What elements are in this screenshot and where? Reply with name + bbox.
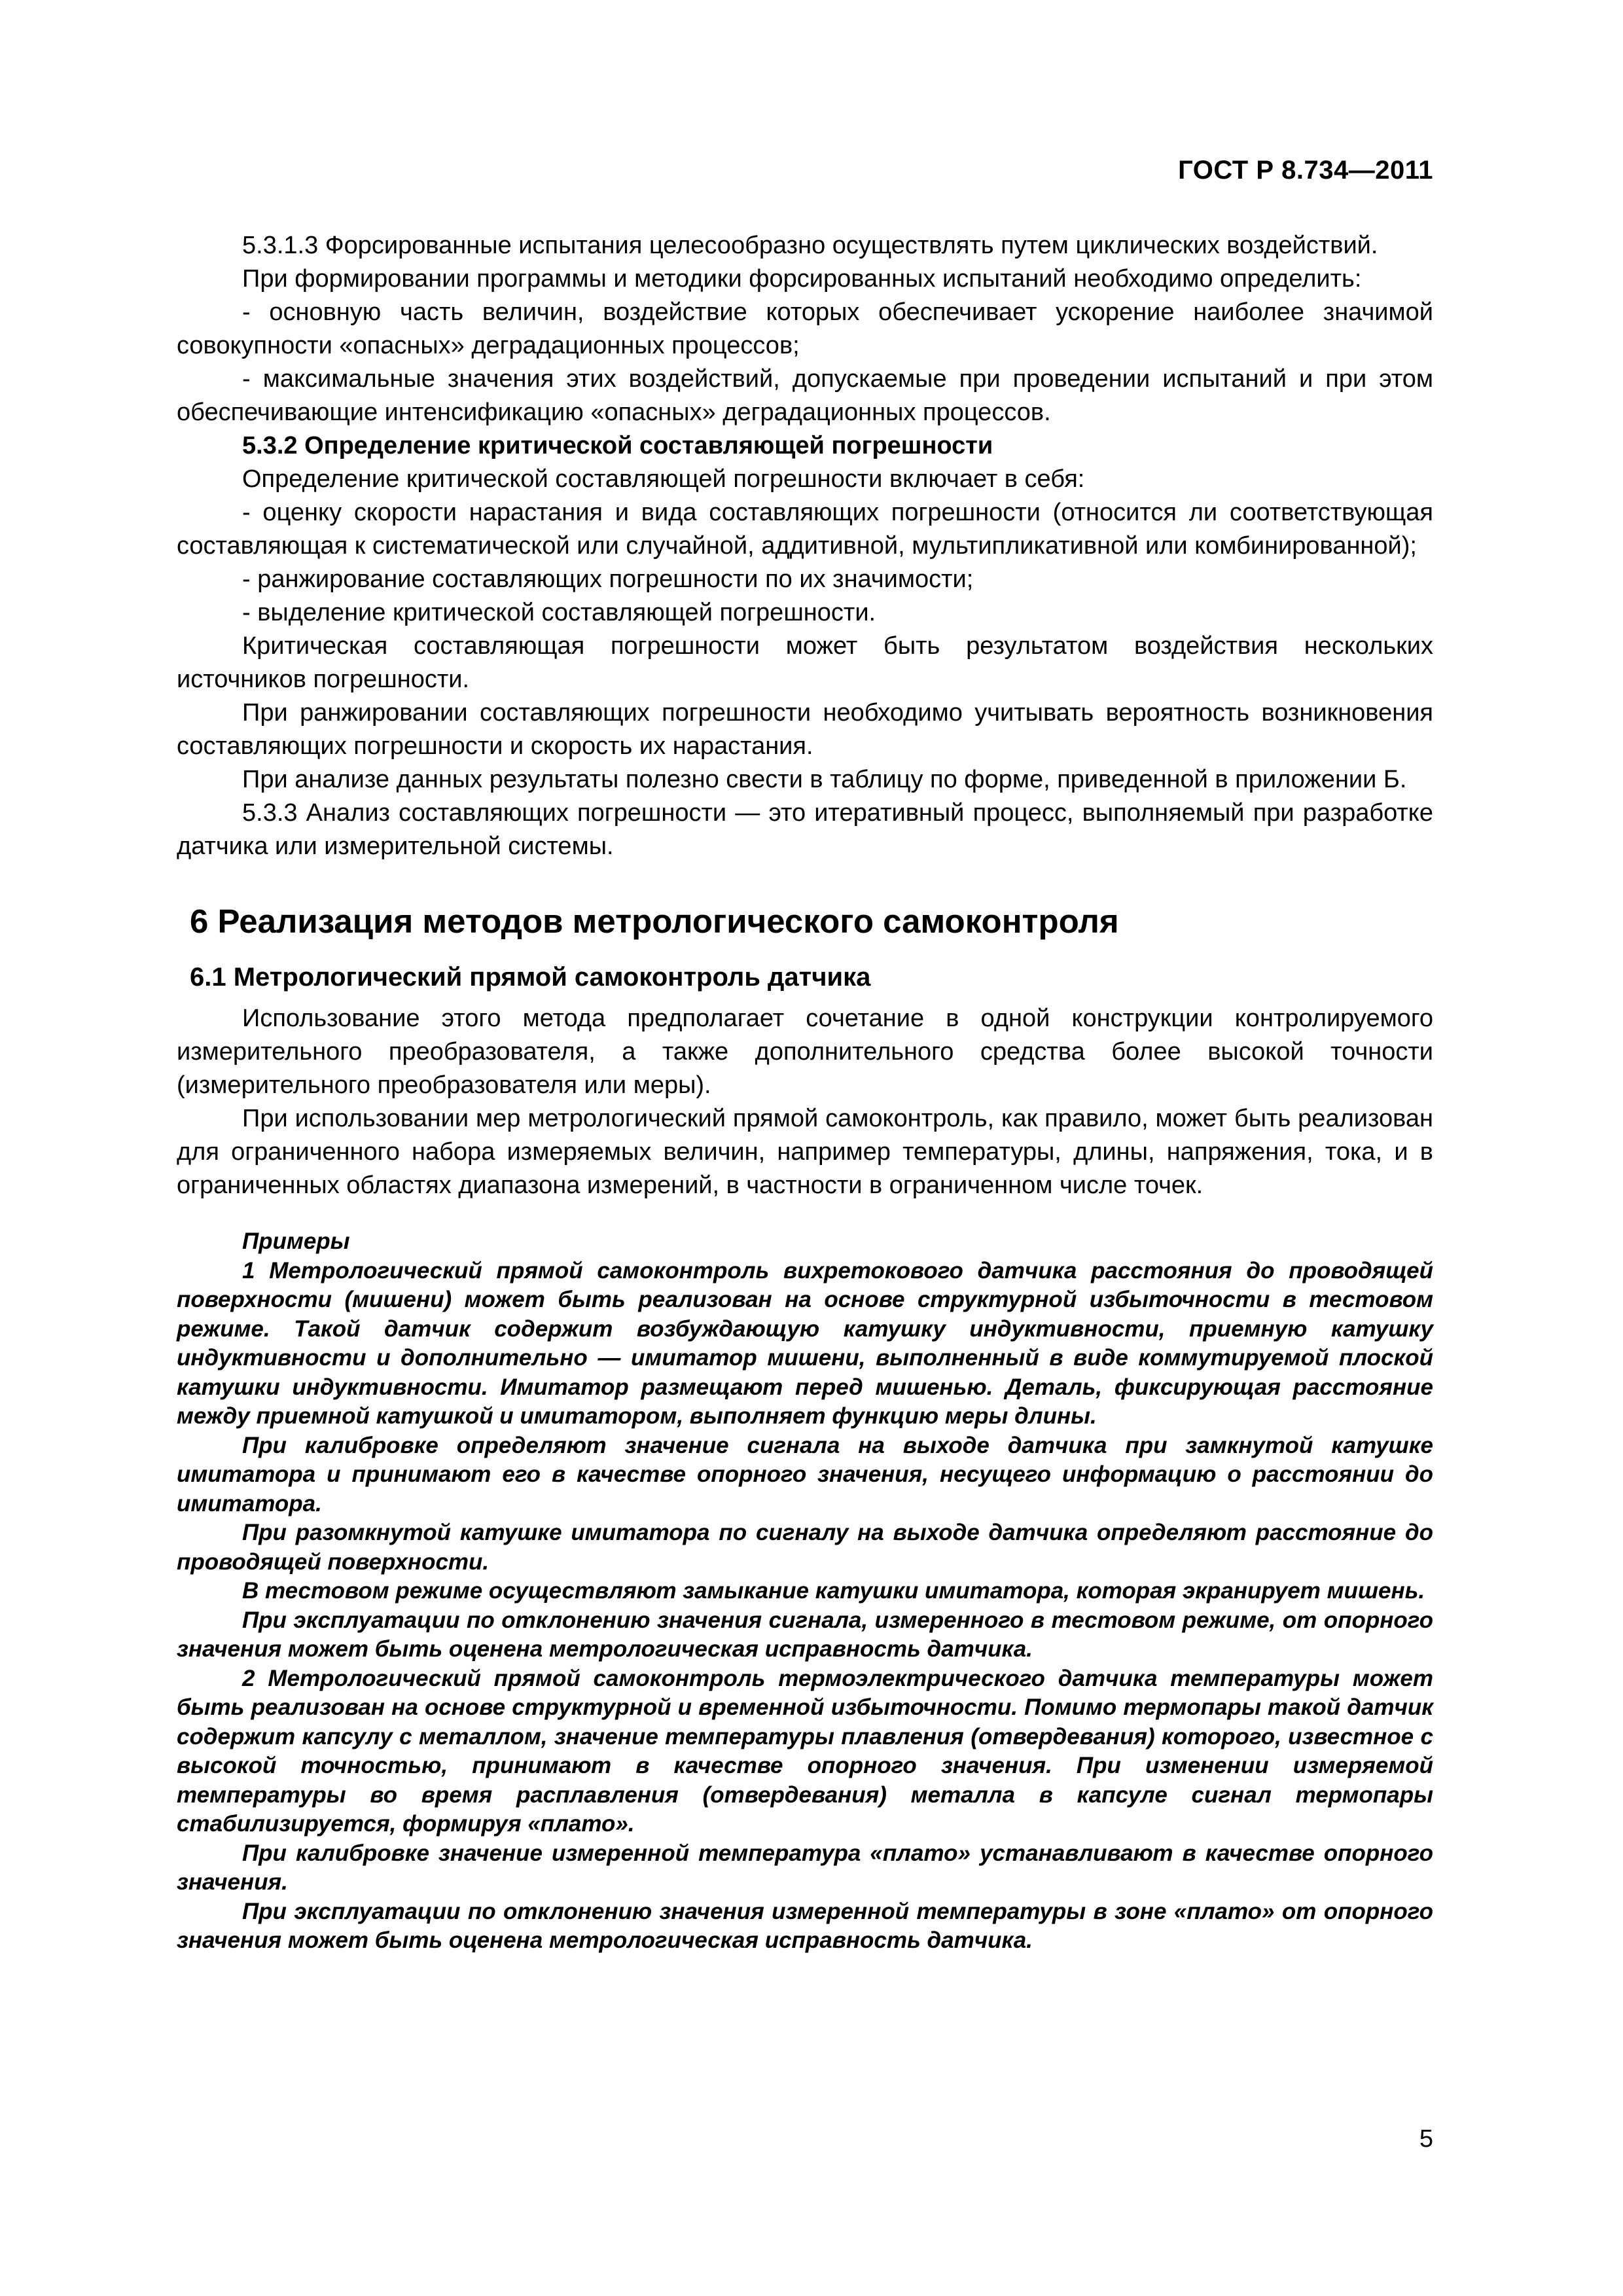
subclause-heading-5-3-2: 5.3.2 Определение критической составляющей погрешности <box>242 432 993 459</box>
paragraph: Критическая составляющая погрешности может быть результатом воздействия нескольких источников погрешности. <box>177 632 1433 693</box>
paragraph: 5.3.1.3 Форсированные испытания целесообразно осуществлять путем циклических воздействий. <box>242 232 1378 259</box>
list-item: - ранжирование составляющих погрешности по их значимости; <box>242 565 974 593</box>
example-paragraph: При калибровке значение измеренной температура «плато» устанавливают в качестве опорного значения. <box>177 1840 1433 1895</box>
list-item: - максимальные значения этих воздействий, допускаемые при проведении испытаний и при этом обеспечивающие интенсификацию «опасных» деградационных процессов. <box>177 365 1433 426</box>
example-paragraph: 2 Метрологический прямой самоконтроль термоэлектрического датчика температуры может быть реализован на основе структурной и временной избыточности. Помимо термопары такой датчик содержит капсулу с металлом, значение температуры плавления (отвердевания) которого, известное с высокой точностью, принимают в качестве опорного значения. При изменении измеряемой температуры во время расплавления (отвердевания) металла в капсуле сигнал термопары стабилизируется, формируя «плато». <box>177 1665 1433 1837</box>
example-paragraph: При эксплуатации по отклонению значения сигнала, измеренного в тестовом режиме, от опорного значения может быть оценена метрологическая исправность датчика. <box>177 1607 1433 1662</box>
paragraph: При использовании мер метрологический прямой самоконтроль, как правило, может быть реализован для ограниченного набора измеряемых величин, например температуры, длины, напряжения, тока, и в ограниченных областях диапазона измерений, в частности в ограниченном числе точек. <box>177 1105 1433 1199</box>
section-title-6: 6 Реализация методов метрологического самоконтроля <box>190 903 1119 940</box>
page-number: 5 <box>1419 2125 1433 2153</box>
list-item: - оценку скорости нарастания и вида составляющих погрешности (относится ли соответствующая составляющая к систематической или случайной, аддитивной, мультипликативной или комбинированной); <box>177 499 1433 560</box>
paragraph: При формировании программы и методики форсированных испытаний необходимо определить: <box>242 265 1362 293</box>
paragraph: Определение критической составляющей погрешности включает в себя: <box>242 465 1085 493</box>
paragraph: При ранжировании составляющих погрешности необходимо учитывать вероятность возникновения составляющих погрешности и скорость их нарастания. <box>177 699 1433 760</box>
document-id-header: ГОСТ Р 8.734—2011 <box>1178 156 1433 185</box>
subsection-title-6-1: 6.1 Метрологический прямой самоконтроль датчика <box>190 963 871 992</box>
paragraph: 5.3.3 Анализ составляющих погрешности — это итеративный процесс, выполняемый при разработке датчика или измерительной системы. <box>177 799 1433 860</box>
example-paragraph: В тестовом режиме осуществляют замыкание катушки имитатора, которая экранирует мишень. <box>242 1578 1425 1604</box>
example-paragraph: При разомкнутой катушке имитатора по сигналу на выходе датчика определяют расстояние до проводящей поверхности. <box>177 1520 1433 1575</box>
list-item: - основную часть величин, воздействие которых обеспечивает ускорение наиболее значимой совокупности «опасных» деградационных процессов; <box>177 298 1433 359</box>
example-paragraph: 1 Метрологический прямой самоконтроль вихретокового датчика расстояния до проводящей поверхности (мишени) может быть реализован на основе структурной избыточности в тестовом режиме. Такой датчик содержит возбуждающую катушку индуктивности, приемную катушку индуктивности и дополнительно — имитатор мишени, выполненный в виде коммутируемой плоской катушки индуктивности. Имитатор размещают перед мишенью. Деталь, фиксирующая расстояние между приемной катушкой и имитатором, выполняет функцию меры длины. <box>177 1257 1433 1429</box>
examples-block <box>177 1227 1433 1956</box>
paragraph: Использование этого метода предполагает сочетание в одной конструкции контролируемого измерительного преобразователя, а также дополнительного средства более высокой точности (измерительного преобразователя или меры). <box>177 1005 1433 1099</box>
paragraph: При анализе данных результаты полезно свести в таблицу по форме, приведенной в приложении Б. <box>242 766 1407 793</box>
examples-title: Примеры <box>242 1229 350 1254</box>
example-paragraph: При эксплуатации по отклонению значения измеренной температуры в зоне «плато» от опорного значения может быть оценена метрологическая исправность датчика. <box>177 1898 1433 1953</box>
list-item: - выделение критической составляющей погрешности. <box>242 599 876 626</box>
page-content <box>177 229 1433 1956</box>
example-paragraph: При калибровке определяют значение сигнала на выходе датчика при замкнутой катушке имитатора и принимают его в качестве опорного значения, несущего информацию о расстоянии до имитатора. <box>177 1432 1433 1516</box>
